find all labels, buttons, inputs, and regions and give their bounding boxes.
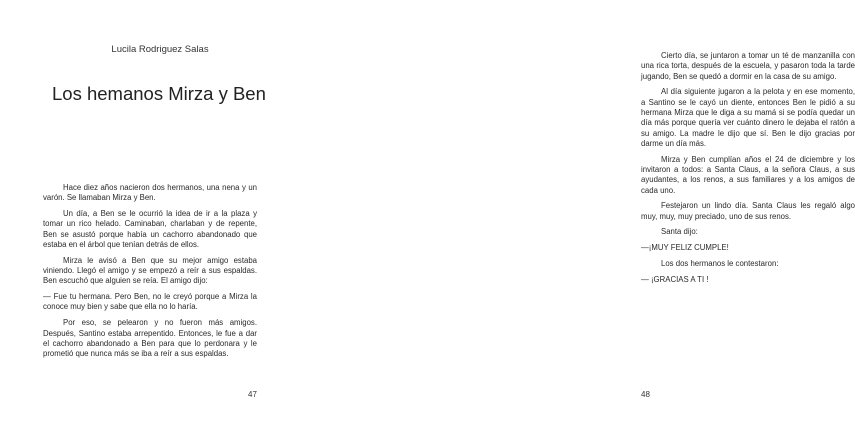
paragraph: Un día, a Ben se le ocurrió la idea de ir a la plaza y tomar un rico helado. Caminaban, charlaban y de repente, Ben se asustó porque había un cachorro abandonado que estaba en el árbol que tenían detrás de ellos. — [43, 209, 257, 249]
paragraph: Al día siguiente jugaron a la pelota y en ese momento, a Santino se le cayó un diente, entonces Ben le pidió a su hermana Mirza que le diga a su mamá si se podía quedar un día más porque quería ver cuánto dinero le dejaba el ratón a su amigo. La madre le dijo que sí. Ben le dijo gracias por darme un día más. — [641, 87, 855, 148]
paragraph: Los dos hermanos le contestaron: — [661, 259, 779, 269]
paragraph: Festejaron un lindo día. Santa Claus les regaló algo muy, muy, muy preciado, uno de sus renos. — [641, 201, 855, 221]
paragraph: Cierto día, se juntaron a tomar un té de manzanilla con una rica torta, después de la escuela, y pasaron toda la tarde jugando, Ben se quedó a dormir en la casa de su amigo. — [641, 51, 855, 81]
right-page — [300, 0, 855, 425]
paragraph: Mirza le avisó a Ben que su mejor amigo estaba viniendo. Llegó el amigo y se empezó a reír a sus espaldas. Ben escuchó que alguien se reía. El amigo dijo: — [43, 255, 257, 286]
dialogue-paragraph: — ¡GRACIAS A TI ! — [641, 274, 709, 284]
paragraph: Santa dijo: — [661, 227, 698, 237]
page-number-left: 47 — [248, 390, 257, 399]
page-number-right: 48 — [641, 390, 650, 399]
dialogue-paragraph: — Fue tu hermana. Pero Ben, no le creyó porque a Mirza la conoce muy bien y sabe que ella no lo haría. — [43, 292, 257, 312]
paragraph: Mirza y Ben cumplían años el 24 de diciembre y los invitaron a todos: a Santa Claus, a la señora Claus, a sus ayudantes, a los renos, a sus familiares y a los amigos de cada uno. — [641, 154, 855, 195]
left-page — [0, 0, 300, 425]
paragraph: Por eso, se pelearon y no fueron más amigos. Después, Santino estaba arrepentido. Entonces, le fue a dar el cachorro abandonado a Ben para que lo perdonara y le prometió que nunca más se iba a reír a sus espaldas. — [43, 318, 257, 359]
dialogue-paragraph: —¡MUY FELIZ CUMPLE! — [641, 243, 729, 253]
left-page-text — [43, 183, 257, 365]
right-page-text — [641, 51, 855, 291]
story-title: Los hemanos Mirza y Ben — [52, 83, 266, 104]
author-name: Lucila Rodriguez Salas — [111, 44, 209, 55]
paragraph: Hace diez años nacieron dos hermanos, una nena y un varón. Se llamaban Mirza y Ben. — [43, 183, 257, 203]
